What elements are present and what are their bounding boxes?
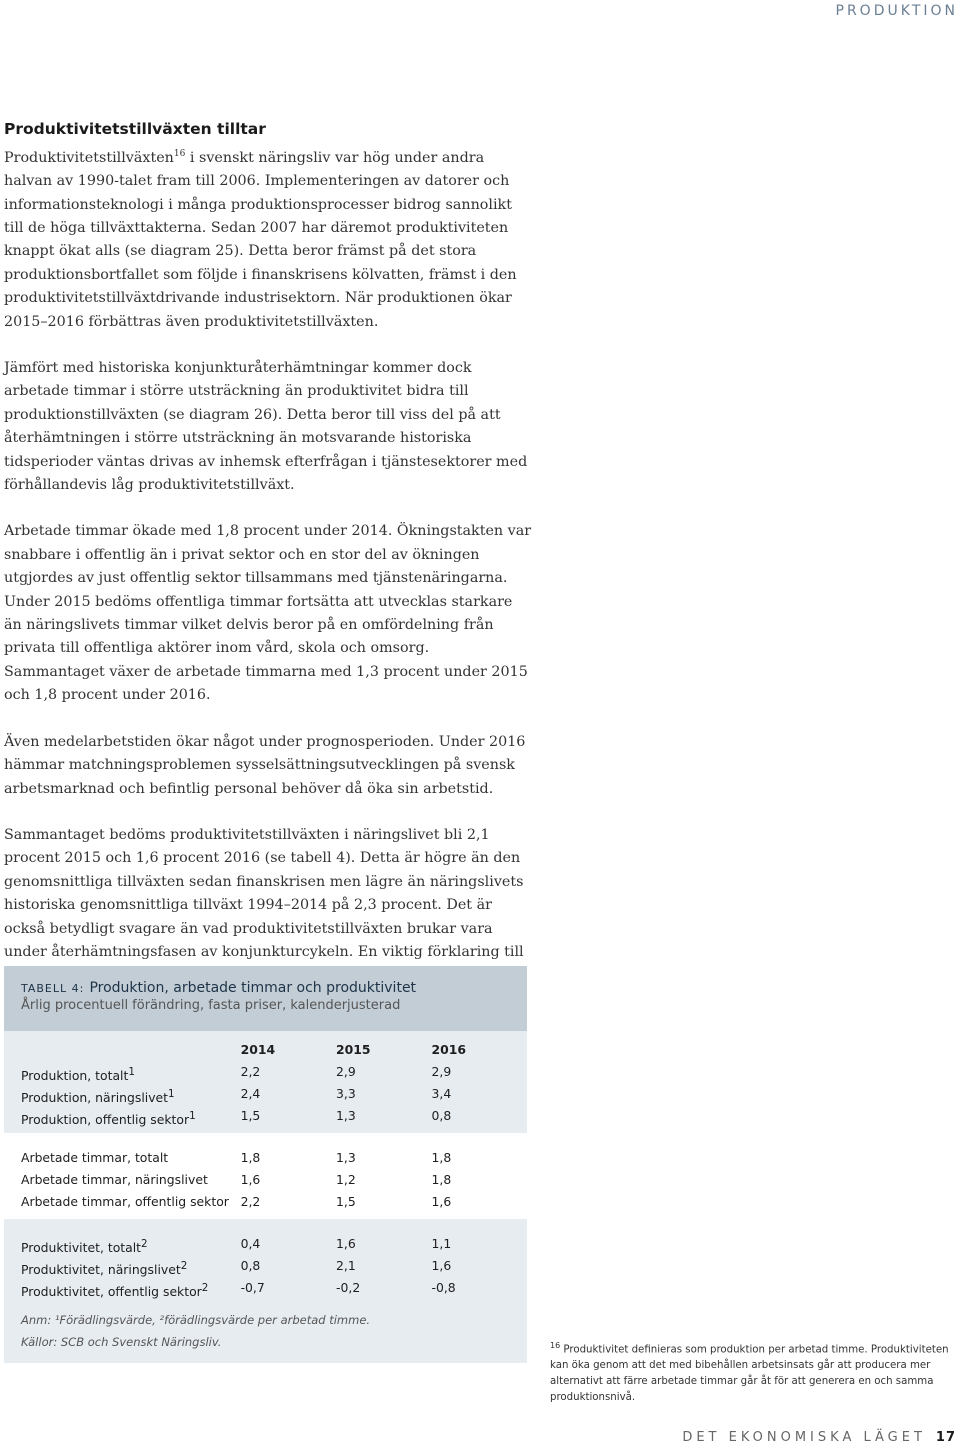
table-column-headers bbox=[21, 1039, 527, 1061]
cell-value: -0,2 bbox=[336, 1280, 361, 1295]
article-body bbox=[4, 118, 534, 1011]
cell-value: 2,1 bbox=[336, 1258, 356, 1273]
running-header: PRODUKTION bbox=[835, 3, 958, 19]
table-row bbox=[21, 1147, 527, 1169]
cell-value: 3,3 bbox=[336, 1086, 356, 1101]
cell-value: 0,8 bbox=[240, 1258, 261, 1273]
table-row bbox=[21, 1061, 527, 1083]
table-row bbox=[21, 1277, 527, 1299]
row-label: Arbetade timmar, näringslivet bbox=[21, 1172, 208, 1187]
table-notes bbox=[21, 1299, 527, 1357]
row-label: Produktion, offentlig sektor$^1$ bbox=[21, 1110, 196, 1128]
cell-value: -0,8 bbox=[431, 1280, 456, 1295]
row-label: Produktion, näringslivet$^1$ bbox=[21, 1088, 175, 1106]
row-label: Produktion, totalt$^1$ bbox=[21, 1066, 135, 1084]
table-row bbox=[21, 1233, 527, 1255]
cell-value: -0,7 bbox=[240, 1280, 265, 1295]
table-group-productivity bbox=[4, 1219, 527, 1363]
table-row bbox=[21, 1255, 527, 1277]
footnote-number: 16 bbox=[550, 1341, 561, 1350]
table-header bbox=[4, 966, 527, 1031]
footnote-text: Produktivitet definieras som produktion per arbetad timme. Produktiviteten kan öka genom att det med bibehållen arbetsinsats går att producera mer alternativt att färre arbetade timmar går åt för att generera en och samma produktionsnivå. bbox=[550, 1344, 949, 1404]
cell-value: 1,6 bbox=[240, 1172, 261, 1187]
table-source: Källor: SCB och Svenskt Näringsliv. bbox=[21, 1335, 222, 1349]
cell-value: 1,3 bbox=[336, 1108, 356, 1123]
row-label: Arbetade timmar, offentlig sektor bbox=[21, 1194, 229, 1209]
cell-value: 0,8 bbox=[431, 1108, 452, 1123]
footnote-ref-16: 16 bbox=[173, 149, 186, 159]
page-footer bbox=[682, 1430, 956, 1450]
row-label: Produktivitet, totalt$^2$ bbox=[21, 1238, 148, 1256]
row-label: Produktivitet, offentlig sektor$^2$ bbox=[21, 1282, 209, 1300]
paragraph-4: Även medelarbetstiden ökar något under prognosperioden. Under 2016 hämmar matchningsproblemen sysselsättningsutvecklingen på svensk arbetsmarknad och befintlig personal behöver då öka sin arbetstid. bbox=[4, 733, 526, 797]
column-header-2015: 2015 bbox=[336, 1042, 371, 1057]
cell-value: 3,4 bbox=[431, 1086, 452, 1101]
cell-value: 1,2 bbox=[336, 1172, 356, 1187]
column-header-empty bbox=[21, 1039, 241, 1061]
table-note: Anm: ¹Förädlingsvärde, ²förädlingsvärde per arbetad timme. bbox=[21, 1313, 371, 1327]
table-group-production bbox=[4, 1031, 527, 1133]
cell-value: 1,6 bbox=[336, 1236, 356, 1251]
table-label: TABELL 4: bbox=[21, 982, 85, 995]
footnote-16 bbox=[550, 1338, 960, 1406]
section-heading: Produktivitetstillväxten tilltar bbox=[4, 120, 266, 138]
cell-value: 2,2 bbox=[240, 1064, 261, 1079]
table-row bbox=[21, 1191, 527, 1213]
page-number: 17 bbox=[935, 1430, 956, 1445]
p1-text-end: i svenskt näringsliv var hög under andra halvan av 1990-talet fram till 2006. Implementeringen av datorer och informationsteknologi i många produktionsprocesser bidrog sannolikt till de höga tillväxttakterna. Sedan 2007 har däremot produktiviteten knappt ökat alls (se diagram 25). Detta beror främst på det stora produktionsbortfallet som följde i finanskrisens kölvatten, främst i den produktivitetstillväxtdrivande industrisektorn. När produktionen ökar 2015–2016 förbättras även produktivitetstillväxten. bbox=[4, 149, 517, 330]
cell-value: 1,8 bbox=[431, 1172, 452, 1187]
cell-value: 2,9 bbox=[431, 1064, 452, 1079]
table-subtitle: Årlig procentuell förändring, fasta priser, kalenderjusterad bbox=[21, 998, 401, 1013]
cell-value: 2,2 bbox=[240, 1194, 261, 1209]
column-header-2014: 2014 bbox=[240, 1042, 276, 1057]
table-title: Produktion, arbetade timmar och produktivitet bbox=[89, 980, 417, 996]
publication-name: DET EKONOMISKA LÄGET bbox=[682, 1430, 926, 1445]
paragraph-2: Jämfört med historiska konjunkturåterhämtningar kommer dock arbetade timmar i större utsträckning än produktivitet bidra till produktionstillväxten (se diagram 26). Detta beror till viss del på att återhämtningen i större utsträckning än motsvarande historiska tidsperioder väntas drivas av inhemsk efterfrågan i tjänstesektorer med förhållandevis låg produktivitetstillväxt. bbox=[4, 360, 528, 494]
paragraph-3: Arbetade timmar ökade med 1,8 procent under 2014. Ökningstakten var snabbare i offentlig än i privat sektor och en stor del av ökningen utgjordes av just offentlig sektor tillsammans med tjänstenäringarna. Under 2015 bedöms offentliga timmar fortsätta att utvecklas starkare än näringslivets timmar vilket delvis beror på en omfördelning från privata till offentliga aktörer inom vård, skola och omsorg. Sammantaget växer de arbetade timmarna med 1,3 procent under 2015 och 1,8 procent under 2016. bbox=[4, 523, 532, 704]
paragraph-1 bbox=[4, 143, 534, 334]
row-label: Produktivitet, näringslivet$^2$ bbox=[21, 1260, 188, 1278]
cell-value: 0,4 bbox=[240, 1236, 261, 1251]
cell-value: 1,8 bbox=[240, 1150, 261, 1165]
cell-value: 2,9 bbox=[336, 1064, 356, 1079]
cell-value: 1,5 bbox=[240, 1108, 261, 1123]
p1-text-start: Produktivitetstillväxten bbox=[4, 149, 174, 166]
cell-value: 1,8 bbox=[431, 1150, 452, 1165]
cell-value: 1,5 bbox=[336, 1194, 356, 1209]
column-header-2016: 2016 bbox=[431, 1042, 467, 1057]
cell-value: 1,6 bbox=[431, 1194, 452, 1209]
cell-value: 1,6 bbox=[431, 1258, 452, 1273]
table-row bbox=[21, 1169, 527, 1191]
paragraph-5: Sammantaget bedöms produktivitetstillväxten i näringslivet bli 2,1 procent 2015 och 1,6 procent 2016 (se tabell 4). Detta är högre än den genomsnittliga tillväxten sedan finanskrisen men lägre än näringslivets historiska genomsnittliga tillväxt 1994–2014 på 2,3 procent. Det är också betydligt svagare än vad produktivitetstillväxten brukar vara under återhämtningsfasen av konjunkturcykeln. En viktig förklaring till bbox=[4, 826, 524, 960]
cell-value: 2,4 bbox=[240, 1086, 261, 1101]
cell-value: 1,1 bbox=[431, 1236, 452, 1251]
row-label: Arbetade timmar, totalt bbox=[21, 1150, 169, 1165]
table-group-hours bbox=[4, 1133, 527, 1219]
table-4 bbox=[4, 966, 527, 1363]
cell-value: 1,3 bbox=[336, 1150, 356, 1165]
table-row bbox=[21, 1105, 527, 1127]
table-row bbox=[21, 1083, 527, 1105]
